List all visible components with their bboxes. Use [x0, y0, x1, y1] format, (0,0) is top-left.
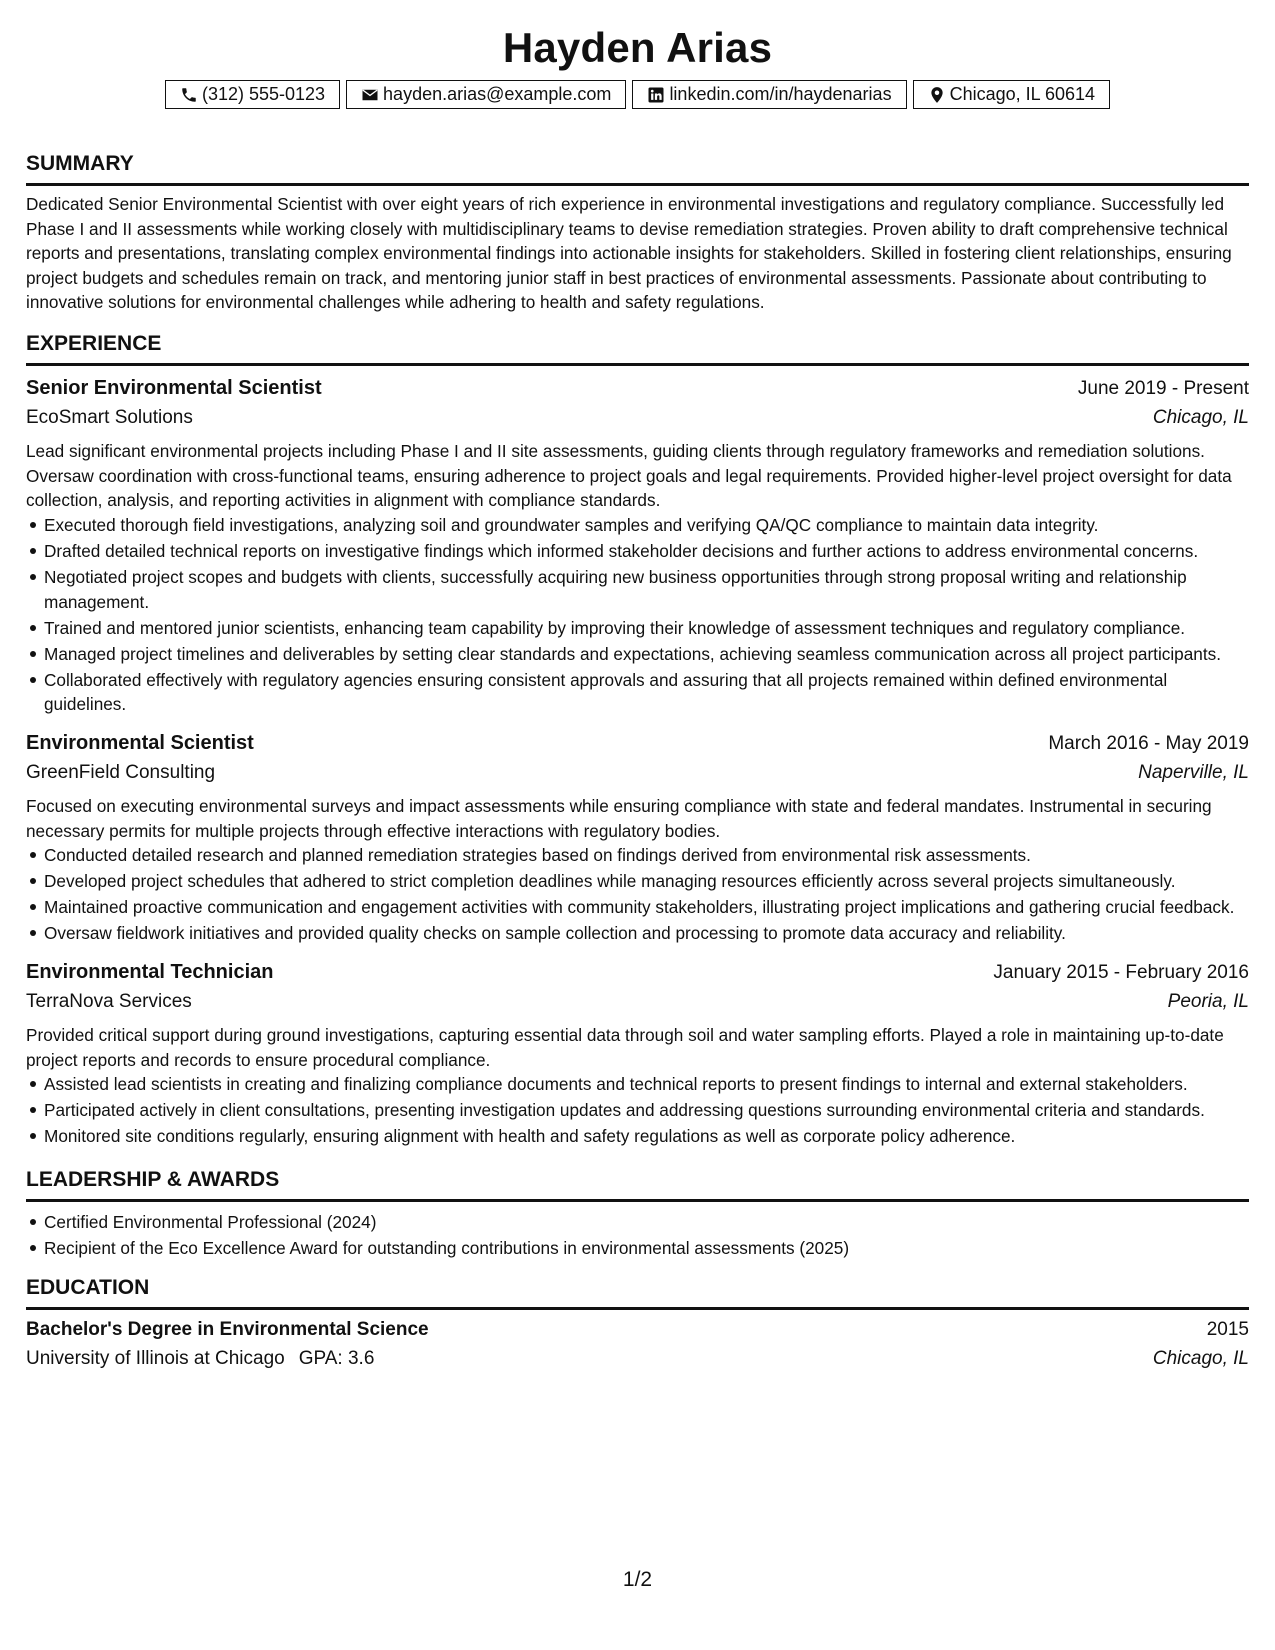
experience-section — [26, 331, 1249, 1149]
list-item: Maintained proactive communication and engagement activities with community stakeholders, illustrating project implications and gathering crucial feedback. — [44, 895, 1249, 920]
section-title-leadership: LEADERSHIP & AWARDS — [26, 1167, 1249, 1202]
job-title: Environmental Technician — [26, 961, 274, 984]
job-company: EcoSmart Solutions — [26, 406, 193, 428]
job-dates: January 2015 - February 2016 — [993, 962, 1249, 984]
award-list — [26, 1210, 1249, 1261]
graduation-year: 2015 — [1206, 1318, 1249, 1340]
education-section — [26, 1275, 1249, 1374]
list-item: Negotiated project scopes and budgets with clients, successfully acquiring new business opportunities through strong proposal writing and relationship management. — [44, 565, 1249, 614]
job-description: Lead significant environmental projects including Phase I and II site assessments, guiding clients through regulatory frameworks and remediation solutions. Oversaw coordination with cross-functional teams, ensuring adherence to project goals and legal requirements. Provided higher-level project oversight for data collection, analysis, and reporting activities in alignment with compliance standards. — [26, 440, 1232, 511]
list-item: Collaborated effectively with regulatory agencies ensuring consistent approvals and assuring that all projects remained within defined environmental guidelines. — [44, 668, 1249, 717]
contact-email[interactable] — [346, 80, 626, 109]
degree-name: Bachelor's Degree in Environmental Science — [26, 1318, 429, 1340]
list-item: Assisted lead scientists in creating and finalizing compliance documents and technical reports to present findings to internal and external stakeholders. — [44, 1072, 1249, 1097]
section-title-summary: SUMMARY — [26, 151, 1249, 186]
list-item: Developed project schedules that adhered to strict completion deadlines while managing resources efficiently across several projects simultaneously. — [44, 869, 1249, 894]
job-description: Provided critical support during ground investigations, capturing essential data through soil and water sampling efforts. Played a role in maintaining up-to-date project reports and records to ensure procedural compliance. — [26, 1025, 1224, 1070]
contact-email-text: hayden.arias@example.com — [383, 84, 612, 104]
summary-section — [26, 151, 1249, 315]
candidate-name: Hayden Arias — [502, 24, 773, 71]
job-company: TerraNova Services — [26, 991, 192, 1013]
contact-location — [913, 80, 1110, 109]
job-location: Chicago, IL — [1152, 406, 1249, 428]
contact-phone[interactable] — [165, 80, 340, 109]
resume-page — [26, 22, 1249, 1374]
list-item: Trained and mentored junior scientists, enhancing team capability by improving their knowledge of assessment techniques and regulatory compliance. — [44, 616, 1249, 641]
job-location: Peoria, IL — [1167, 991, 1249, 1013]
job-location: Naperville, IL — [1138, 762, 1249, 783]
gpa: GPA: 3.6 — [298, 1347, 375, 1369]
school-name: University of Illinois at Chicago — [26, 1347, 285, 1369]
section-title-experience: EXPERIENCE — [26, 331, 1249, 366]
job-entry — [26, 729, 1249, 946]
job-description: Focused on executing environmental surveys and impact assessments while ensuring compliance with state and federal mandates. Instrumental in securing necessary permits for multiple projects through effective interactions with regulatory bodies. — [26, 796, 1212, 841]
education-entry — [26, 1316, 1249, 1374]
list-item: Certified Environmental Professional (2024) — [44, 1210, 1249, 1235]
phone-icon — [180, 86, 198, 104]
job-bullets — [26, 513, 1249, 717]
list-item: Executed thorough field investigations, analyzing soil and groundwater samples and verifying QA/QC compliance to maintain data integrity. — [44, 513, 1249, 538]
contact-phone-text: (312) 555-0123 — [201, 84, 326, 104]
list-item: Recipient of the Eco Excellence Award for outstanding contributions in environmental assessments (2025) — [44, 1236, 1249, 1261]
list-item: Drafted detailed technical reports on investigative findings which informed stakeholder decisions and further actions to address environmental concerns. — [44, 539, 1249, 564]
job-bullets — [26, 1072, 1249, 1149]
list-item: Conducted detailed research and planned remediation strategies based on findings derived from environmental risk assessments. — [44, 843, 1249, 868]
page-number: 1/2 — [622, 1568, 653, 1591]
list-item: Participated actively in client consultations, presenting investigation updates and addressing questions surrounding environmental criteria and standards. — [44, 1098, 1249, 1123]
map-marker-icon — [928, 86, 946, 104]
linkedin-icon — [647, 86, 665, 104]
school-location: Chicago, IL — [1152, 1347, 1249, 1369]
job-title: Senior Environmental Scientist — [26, 376, 322, 399]
job-dates: March 2016 - May 2019 — [1048, 733, 1249, 754]
section-title-education: EDUCATION — [26, 1275, 1249, 1310]
leadership-section — [26, 1167, 1249, 1261]
job-dates: June 2019 - Present — [1077, 377, 1249, 399]
contact-location-text: Chicago, IL 60614 — [949, 84, 1096, 104]
list-item: Oversaw fieldwork initiatives and provided quality checks on sample collection and processing to promote data accuracy and reliability. — [44, 921, 1249, 946]
contact-linkedin-text: linkedin.com/in/haydenarias — [669, 84, 892, 104]
job-title: Environmental Scientist — [26, 732, 254, 754]
job-company: GreenField Consulting — [26, 762, 216, 783]
list-item: Monitored site conditions regularly, ensuring alignment with health and safety regulations as well as corporate policy adherence. — [44, 1124, 1249, 1149]
job-entry — [26, 374, 1249, 717]
contact-bar — [26, 80, 1249, 109]
contact-linkedin[interactable] — [632, 80, 906, 109]
job-bullets — [26, 843, 1249, 946]
envelope-icon — [361, 86, 379, 104]
summary-text: Dedicated Senior Environmental Scientist with over eight years of rich experience in environmental investigations and regulatory compliance. Successfully led Phase I and II assessments while working closely with multidisciplinary teams to devise remediation strategies. Proven ability to draft comprehensive technical reports and presentations, translating complex environmental findings into actionable insights for stakeholders. Skilled in fostering client relationships, ensuring project budgets and schedules remain on track, and mentoring junior staff in best practices of environmental assessments. Passionate about contributing to innovative solutions for environmental challenges while adhering to health and safety regulations. — [26, 194, 1232, 313]
job-entry — [26, 958, 1249, 1149]
list-item: Managed project timelines and deliverables by setting clear standards and expectations, achieving seamless communication across all project participants. — [44, 642, 1249, 667]
